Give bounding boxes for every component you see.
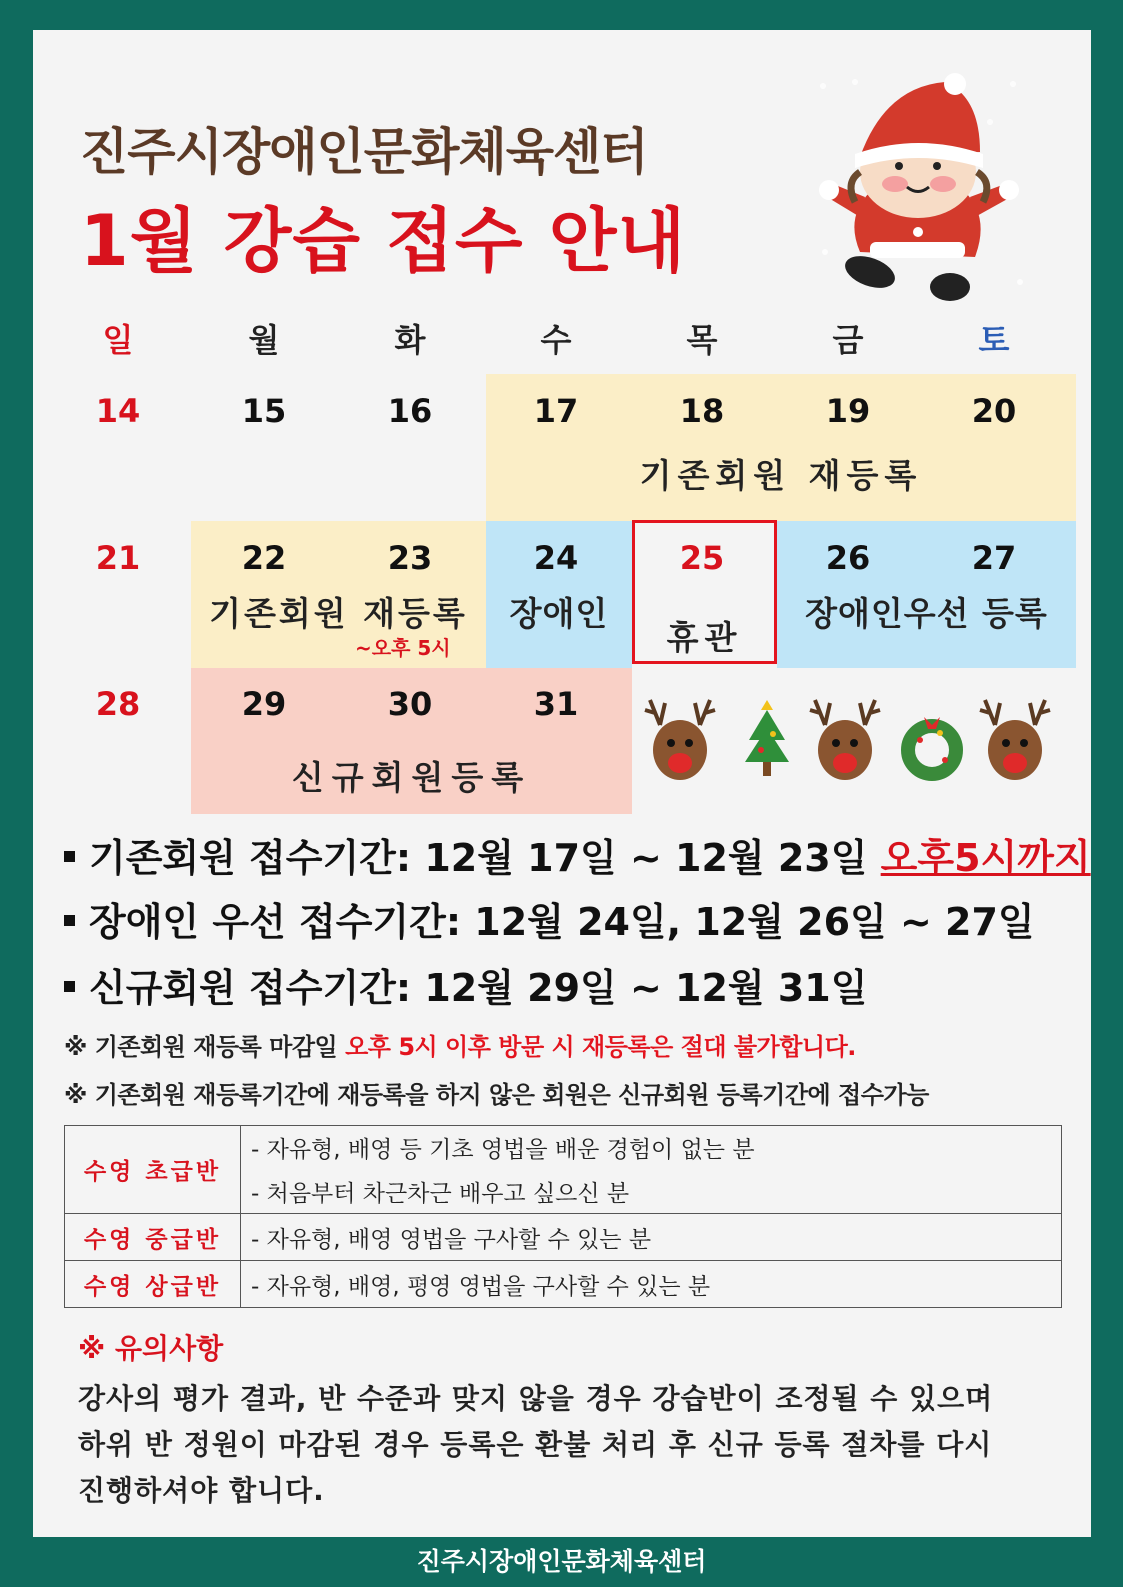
date-26: 26 [825, 539, 871, 577]
label-disabled: 장애인 [509, 594, 609, 633]
christmas-tree-icon [745, 700, 789, 776]
weekday-sun: 일 [102, 321, 134, 359]
main-title: 1월 강습 접수 안내 [80, 200, 687, 282]
caution-title: ※ 유의사항 [78, 1332, 224, 1365]
period-disabled: 장애인 우선 접수기간: 12월 24일, 12월 26일 ~ 27일 [64, 891, 1035, 946]
snow-dot [1010, 81, 1016, 87]
date-17: 17 [533, 392, 579, 430]
level-intermediate-desc: - 자유형, 배영 영법을 구사할 수 있는 분 [241, 1214, 1062, 1261]
santa-illustration [815, 72, 1030, 307]
snow-dot [987, 119, 993, 125]
period-existing: 기존회원 접수기간: 12월 17일 ~ 12월 23일 오후5시까지 [64, 827, 1091, 882]
level-beginner-desc2: - 처음부터 차근차근 배우고 싶으신 분 [241, 1170, 1062, 1214]
bullet-square-icon [64, 915, 75, 926]
date-20: 20 [971, 392, 1017, 430]
weekday-thu: 목 [686, 321, 718, 359]
period-new: 신규회원 접수기간: 12월 29일 ~ 12월 31일 [64, 957, 867, 1012]
label-existing-renewal-week1: 기존회원 재등록 [639, 456, 923, 495]
caution-line3: 진행하셔야 합니다. [78, 1474, 325, 1507]
reindeer-icon [980, 700, 1050, 780]
wreath-icon [908, 717, 956, 774]
level-advanced-desc: - 자유형, 배영, 평영 영법을 구사할 수 있는 분 [241, 1261, 1062, 1308]
date-19: 19 [825, 392, 871, 430]
date-27: 27 [971, 539, 1017, 577]
christmas-decorations [640, 695, 1065, 795]
level-beginner: 수영 초급반 [65, 1126, 241, 1214]
deadline-note: ~오후 5시 [355, 636, 451, 660]
bullet-square-icon [64, 981, 75, 992]
date-23: 23 [387, 539, 433, 577]
period-existing-deadline: 오후5시까지 [880, 836, 1091, 880]
weekday-tue: 화 [394, 321, 426, 359]
weekday-fri: 금 [832, 321, 864, 359]
date-29: 29 [241, 685, 287, 723]
footer-org-name: 진주시장애인문화체육센터 [416, 1547, 707, 1576]
date-18: 18 [679, 392, 725, 430]
weekday-mon: 월 [248, 321, 280, 359]
label-existing-renewal-week2: 기존회원 재등록 [209, 594, 468, 633]
org-title: 진주시장애인문화체육센터 [80, 123, 648, 181]
caution-line1: 강사의 평가 결과, 반 수준과 맞지 않을 경우 강습반이 조정될 수 있으며 [78, 1382, 994, 1415]
snow-dot [822, 249, 828, 255]
reindeer-icon [645, 700, 715, 780]
level-beginner-desc1: - 자유형, 배영 등 기초 영법을 배운 경험이 없는 분 [241, 1126, 1062, 1170]
level-advanced: 수영 상급반 [65, 1261, 241, 1308]
date-31: 31 [533, 685, 579, 723]
bullet-square-icon [64, 851, 75, 862]
reindeer-icon [810, 700, 880, 780]
label-new-member: 신규회원등록 [291, 758, 532, 797]
date-24: 24 [533, 539, 579, 577]
level-intermediate: 수영 중급반 [65, 1214, 241, 1261]
snow-dot [852, 79, 858, 85]
date-28: 28 [95, 685, 141, 723]
date-25: 25 [679, 539, 725, 577]
date-16: 16 [387, 392, 433, 430]
snow-dot [1017, 279, 1023, 285]
date-15: 15 [241, 392, 287, 430]
weekday-wed: 수 [540, 321, 572, 359]
date-22: 22 [241, 539, 287, 577]
swim-level-table [64, 1125, 1062, 1308]
label-disabled-priority: 장애인우선 등록 [805, 594, 1048, 633]
date-21: 21 [95, 539, 141, 577]
note-deadline: ※ 기존회원 재등록 마감일 오후 5시 이후 방문 시 재등록은 절대 불가합니다. [64, 1033, 856, 1061]
caution-line2: 하위 반 정원이 마감된 경우 등록은 환불 처리 후 신규 등록 절차를 다시 [78, 1428, 993, 1461]
date-30: 30 [387, 685, 433, 723]
weekday-sat: 토 [978, 321, 1010, 359]
note-late-renewal: ※ 기존회원 재등록기간에 재등록을 하지 않은 회원은 신규회원 등록기간에 접수가능 [64, 1081, 929, 1109]
date-14: 14 [95, 392, 141, 430]
snow-dot [820, 83, 826, 89]
label-closed: 휴관 [666, 618, 743, 657]
